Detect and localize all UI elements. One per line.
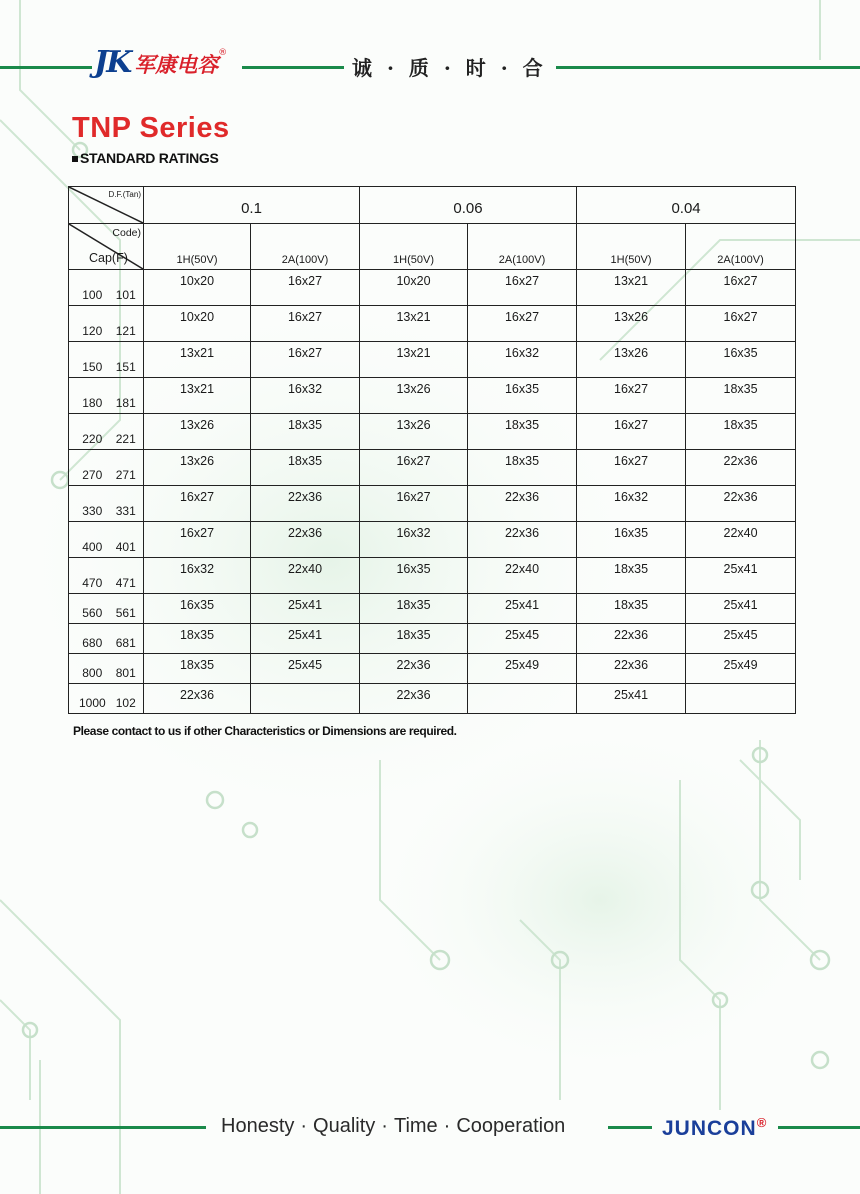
header-row-voltage [69,224,796,270]
logo-registered-mark: ® [218,48,228,58]
dimension-cell: 16x27 [251,342,360,378]
header-row-df [69,187,796,224]
dimension-cell: 25x41 [577,684,686,714]
section-heading-text: STANDARD RATINGS [80,150,219,166]
code-cell: 801 [106,654,144,684]
dimension-cell: 13x21 [144,378,251,414]
capacitance-cell: 800 [69,654,106,684]
dimension-cell: 13x26 [144,414,251,450]
table-body [69,270,796,714]
capacitance-cell: 400 [69,522,106,558]
dimension-cell: 13x26 [144,450,251,486]
capacitance-cell: 560 [69,594,106,624]
dimension-cell: 22x36 [468,486,577,522]
df-label: D.F.(Tan) [108,190,141,199]
code-cell: 401 [106,522,144,558]
capacitance-cell: 1000 [69,684,106,714]
dimension-cell: 16x32 [251,378,360,414]
dimension-cell: 18x35 [577,594,686,624]
footer-motto-word: Time [393,1115,438,1137]
dimension-cell: 25x41 [686,558,796,594]
capacitance-cell: 330 [69,486,106,522]
dimension-cell: 18x35 [468,414,577,450]
dimension-cell: 16x27 [144,486,251,522]
dimension-cell: 16x32 [360,522,468,558]
square-bullet-icon [72,156,78,162]
capacitance-cell: 150 [69,342,106,378]
dimension-cell: 18x35 [144,654,251,684]
capacitance-cell: 680 [69,624,106,654]
dimension-cell: 22x36 [468,522,577,558]
capacitance-cell: 100 [69,270,106,306]
code-label: Code) [112,227,141,239]
dimension-cell: 25x49 [686,654,796,684]
dimension-cell: 18x35 [251,414,360,450]
cap-code-corner-cell [69,224,144,270]
voltage-header: 2A(100V) [468,224,577,270]
footer-separator: · [300,1115,308,1137]
df-corner-cell [69,187,144,224]
logo-mark: JK [94,45,131,80]
table-row [69,306,796,342]
dimension-cell: 16x32 [577,486,686,522]
dimension-cell: 16x27 [577,414,686,450]
dimension-cell: 13x26 [577,342,686,378]
dimension-cell: 10x20 [144,306,251,342]
dimension-cell: 25x41 [251,624,360,654]
footer-motto-word: Honesty [221,1115,295,1137]
footer-rule-right [778,1126,860,1129]
capacitance-cell: 270 [69,450,106,486]
df-group-header: 0.04 [577,187,796,224]
dimension-cell: 16x32 [468,342,577,378]
dimension-cell: 25x45 [468,624,577,654]
dimension-cell: 16x27 [686,270,796,306]
dimension-cell: 16x27 [686,306,796,342]
dimension-cell: 13x26 [360,378,468,414]
table-row [69,684,796,714]
table-row [69,522,796,558]
dimension-cell: 13x26 [577,306,686,342]
header-rule-left [0,66,92,69]
voltage-header: 2A(100V) [686,224,796,270]
dimension-cell: 25x41 [686,594,796,624]
dimension-cell: 18x35 [360,594,468,624]
table-row [69,414,796,450]
series-title: TNP Series [72,112,230,144]
company-logo [94,44,227,80]
dimension-cell: 22x36 [686,486,796,522]
brand-logo [662,1115,767,1141]
dimension-cell: 22x36 [144,684,251,714]
footer-separator: · [381,1115,388,1137]
dimension-cell: 22x36 [686,450,796,486]
dimension-cell: 25x45 [686,624,796,654]
dimension-cell: 22x36 [360,654,468,684]
code-cell: 101 [106,270,144,306]
dimension-cell [686,684,796,714]
dimension-cell: 16x35 [144,594,251,624]
footer-separator: · [443,1115,451,1137]
dimension-cell: 16x35 [686,342,796,378]
dimension-cell: 13x21 [577,270,686,306]
dimension-cell [251,684,360,714]
table-row [69,486,796,522]
voltage-header: 1H(50V) [360,224,468,270]
code-cell: 471 [106,558,144,594]
dimension-cell: 18x35 [468,450,577,486]
code-cell: 681 [106,624,144,654]
code-cell: 221 [106,414,144,450]
code-cell: 151 [106,342,144,378]
header-rule-right [556,66,860,69]
brand-registered-mark: ® [756,1115,768,1130]
footer-motto [221,1115,565,1138]
dimension-cell: 16x27 [144,522,251,558]
dimension-cell: 18x35 [577,558,686,594]
dimension-cell: 16x35 [468,378,577,414]
dimension-cell: 25x49 [468,654,577,684]
header-motto: 诚 · 质 · 时 · 合 [352,56,547,80]
dimension-cell: 16x27 [468,270,577,306]
voltage-header: 2A(100V) [251,224,360,270]
table-row [69,558,796,594]
header-rule-middle [242,66,344,69]
dimension-cell: 16x27 [577,450,686,486]
dimension-cell: 22x36 [360,684,468,714]
dimension-cell: 16x27 [251,306,360,342]
dimension-cell [468,684,577,714]
logo-chinese-name: 军康电容 [134,52,219,77]
dimension-cell: 10x20 [360,270,468,306]
code-cell: 561 [106,594,144,624]
dimension-cell: 16x27 [468,306,577,342]
table-row [69,342,796,378]
code-cell: 121 [106,306,144,342]
dimension-cell: 25x41 [468,594,577,624]
code-cell: 271 [106,450,144,486]
table-row [69,594,796,624]
dimension-cell: 16x27 [577,378,686,414]
dimension-cell: 22x36 [577,624,686,654]
footer-rule-left [0,1126,206,1129]
dimension-cell: 16x35 [360,558,468,594]
dimension-cell: 16x27 [360,486,468,522]
dimension-cell: 18x35 [144,624,251,654]
dimension-cell: 25x45 [251,654,360,684]
dimension-cell: 22x36 [251,522,360,558]
dimension-cell: 22x40 [686,522,796,558]
dimension-cell: 13x21 [144,342,251,378]
dimension-cell: 22x36 [577,654,686,684]
footer-motto-word: Cooperation [456,1115,566,1137]
capacitance-cell: 180 [69,378,106,414]
table-row [69,270,796,306]
dimension-cell: 22x40 [251,558,360,594]
dimension-cell: 13x21 [360,306,468,342]
table-row [69,450,796,486]
table-row [69,378,796,414]
dimension-cell: 10x20 [144,270,251,306]
contact-note: Please contact to us if other Characteristics or Dimensions are required. [73,724,457,738]
code-cell: 331 [106,486,144,522]
dimension-cell: 16x27 [360,450,468,486]
section-heading [72,150,219,166]
footer-rule-middle [608,1126,652,1129]
voltage-header: 1H(50V) [577,224,686,270]
brand-name: JUNCON [662,1117,757,1140]
code-cell: 181 [106,378,144,414]
capacitance-cell: 120 [69,306,106,342]
dimension-cell: 13x26 [360,414,468,450]
dimension-cell: 16x27 [251,270,360,306]
dimension-cell: 16x35 [577,522,686,558]
dimension-cell: 18x35 [686,414,796,450]
dimension-cell: 22x40 [468,558,577,594]
table-row [69,624,796,654]
df-group-header: 0.06 [360,187,577,224]
dimension-cell: 16x32 [144,558,251,594]
df-group-header: 0.1 [144,187,360,224]
code-cell: 102 [106,684,144,714]
table-row [69,654,796,684]
cap-label: Cap(F) [89,251,128,265]
dimension-cell: 18x35 [251,450,360,486]
dimension-cell: 18x35 [686,378,796,414]
voltage-header: 1H(50V) [144,224,251,270]
ratings-table [68,186,796,714]
dimension-cell: 25x41 [251,594,360,624]
capacitance-cell: 470 [69,558,106,594]
dimension-cell: 22x36 [251,486,360,522]
footer-motto-word: Quality [313,1115,376,1137]
capacitance-cell: 220 [69,414,106,450]
dimension-cell: 18x35 [360,624,468,654]
dimension-cell: 13x21 [360,342,468,378]
